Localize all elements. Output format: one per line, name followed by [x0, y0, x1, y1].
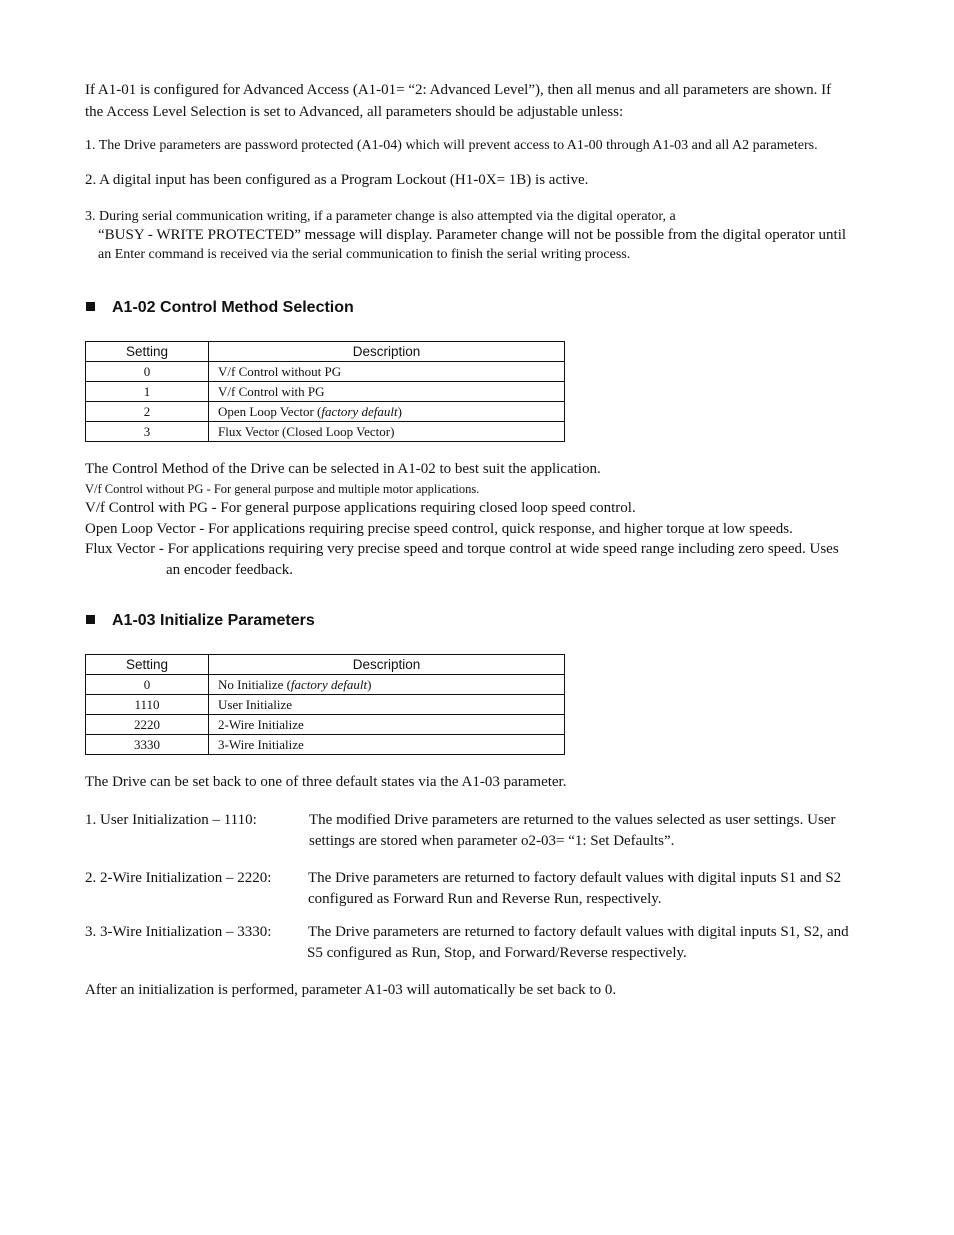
table-header-row — [86, 655, 565, 675]
init-item-line: S5 configured as Run, Stop, and Forward/Reverse respectively. — [307, 945, 687, 961]
flux-vector-line: an encoder feedback. — [166, 562, 294, 578]
open-loop-vector-desc: Open Loop Vector - For applications requiring precise speed control, quick response, and higher torque at low speeds. — [85, 521, 793, 537]
description-text: 2-Wire Initialize — [218, 717, 304, 732]
setting-cell: 1 — [86, 382, 209, 402]
description-close: ) — [367, 677, 372, 692]
description-text: V/f Control with PG — [218, 384, 325, 399]
description-cell — [209, 695, 565, 715]
description-cell — [209, 382, 565, 402]
description-text: User Initialize — [218, 697, 292, 712]
init-item-line: configured as Forward Run and Reverse Run, respectively. — [308, 891, 662, 907]
description-italic: factory default — [290, 677, 368, 692]
column-header-setting: Setting — [86, 342, 209, 362]
description-cell — [209, 362, 565, 382]
setting-cell: 3330 — [86, 735, 209, 755]
setting-cell: 1110 — [86, 695, 209, 715]
setting-cell: 0 — [86, 362, 209, 382]
description-text: No Initialize ( — [218, 677, 291, 692]
initialize-intro: The Drive can be set back to one of three default states via the A1-03 parameter. — [85, 774, 567, 790]
square-bullet-icon — [86, 302, 95, 311]
setting-cell: 0 — [86, 675, 209, 695]
flux-vector-desc — [85, 539, 885, 581]
column-header-description: Description — [209, 655, 565, 675]
intro-line: the Access Level Selection is set to Advanced, all parameters should be adjustable unless: — [85, 104, 624, 120]
description-close: ) — [397, 404, 402, 419]
vf-with-pg-desc: V/f Control with PG - For general purpose applications requiring closed loop speed control. — [85, 500, 636, 516]
setting-cell: 2 — [86, 402, 209, 422]
section-heading-text: A1-03 Initialize Parameters — [112, 612, 315, 629]
description-text: V/f Control without PG — [218, 364, 342, 379]
control-method-table — [85, 341, 565, 442]
init-item-2-wire — [85, 868, 885, 910]
description-text: 3-Wire Initialize — [218, 737, 304, 752]
column-header-setting: Setting — [86, 655, 209, 675]
section-heading-a1-02 — [86, 299, 354, 317]
init-item-text — [309, 810, 879, 852]
description-italic: factory default — [321, 404, 398, 419]
description-cell — [209, 735, 565, 755]
table-row — [86, 362, 565, 382]
description-cell — [209, 422, 565, 442]
init-item-3-wire — [85, 922, 885, 964]
flux-vector-line: Flux Vector - For applications requiring very precise speed and torque control at wide speed range including zero speed. Uses — [85, 541, 839, 557]
intro-item-3-line: “BUSY - WRITE PROTECTED” message will display. Parameter change will not be possible from the digital operator until — [98, 227, 847, 243]
init-item-line: The Drive parameters are returned to factory default values with digital inputs S1, S2, and — [308, 924, 849, 940]
intro-item-1: 1. The Drive parameters are password protected (A1-04) which will prevent access to A1-00 through A1-03 and all A2 parameters. — [85, 138, 818, 153]
intro-paragraph — [85, 80, 885, 123]
table-row — [86, 715, 565, 735]
init-item-label: 2. 2-Wire Initialization – 2220: — [85, 870, 272, 886]
description-cell — [209, 715, 565, 735]
vf-without-pg-desc: V/f Control without PG - For general purpose and multiple motor applications. — [85, 482, 480, 496]
table-row — [86, 382, 565, 402]
square-bullet-icon — [86, 615, 95, 624]
table-row — [86, 735, 565, 755]
init-item-line: The modified Drive parameters are returned to the values selected as user settings. User — [309, 812, 836, 828]
initialize-parameters-table — [85, 654, 565, 755]
section-heading-text: A1-02 Control Method Selection — [112, 299, 354, 316]
table-row — [86, 675, 565, 695]
init-item-text — [308, 922, 888, 964]
setting-cell: 3 — [86, 422, 209, 442]
table-row — [86, 402, 565, 422]
control-method-intro: The Control Method of the Drive can be selected in A1-02 to best suit the application. — [85, 461, 601, 477]
init-item-label: 3. 3-Wire Initialization – 3330: — [85, 924, 272, 940]
setting-cell: 2220 — [86, 715, 209, 735]
intro-item-2: 2. A digital input has been configured as a Program Lockout (H1-0X= 1B) is active. — [85, 172, 589, 188]
intro-line: If A1-01 is configured for Advanced Access (A1-01= “2: Advanced Level”), then all menus and all parameters are shown. If — [85, 82, 832, 98]
table-row — [86, 422, 565, 442]
intro-item-3-line: 3. During serial communication writing, if a parameter change is also attempted via the digital operator, a — [85, 209, 676, 224]
description-text: Flux Vector (Closed Loop Vector) — [218, 424, 395, 439]
intro-item-3-line: an Enter command is received via the serial communication to finish the serial writing process. — [98, 247, 631, 262]
init-item-label: 1. User Initialization – 1110: — [85, 812, 257, 828]
init-item-line: The Drive parameters are returned to factory default values with digital inputs S1 and S2 — [308, 870, 842, 886]
initialize-closing-note: After an initialization is performed, parameter A1-03 will automatically be set back to 0. — [85, 982, 617, 998]
init-item-line: settings are stored when parameter o2-03= “1: Set Defaults”. — [309, 833, 675, 849]
description-cell — [209, 402, 565, 422]
init-item-user — [85, 810, 885, 852]
table-header-row — [86, 342, 565, 362]
init-item-text — [308, 868, 878, 910]
table-row — [86, 695, 565, 715]
description-text: Open Loop Vector ( — [218, 404, 322, 419]
description-cell — [209, 675, 565, 695]
section-heading-a1-03 — [86, 612, 315, 630]
column-header-description: Description — [209, 342, 565, 362]
intro-item-3 — [85, 207, 885, 264]
